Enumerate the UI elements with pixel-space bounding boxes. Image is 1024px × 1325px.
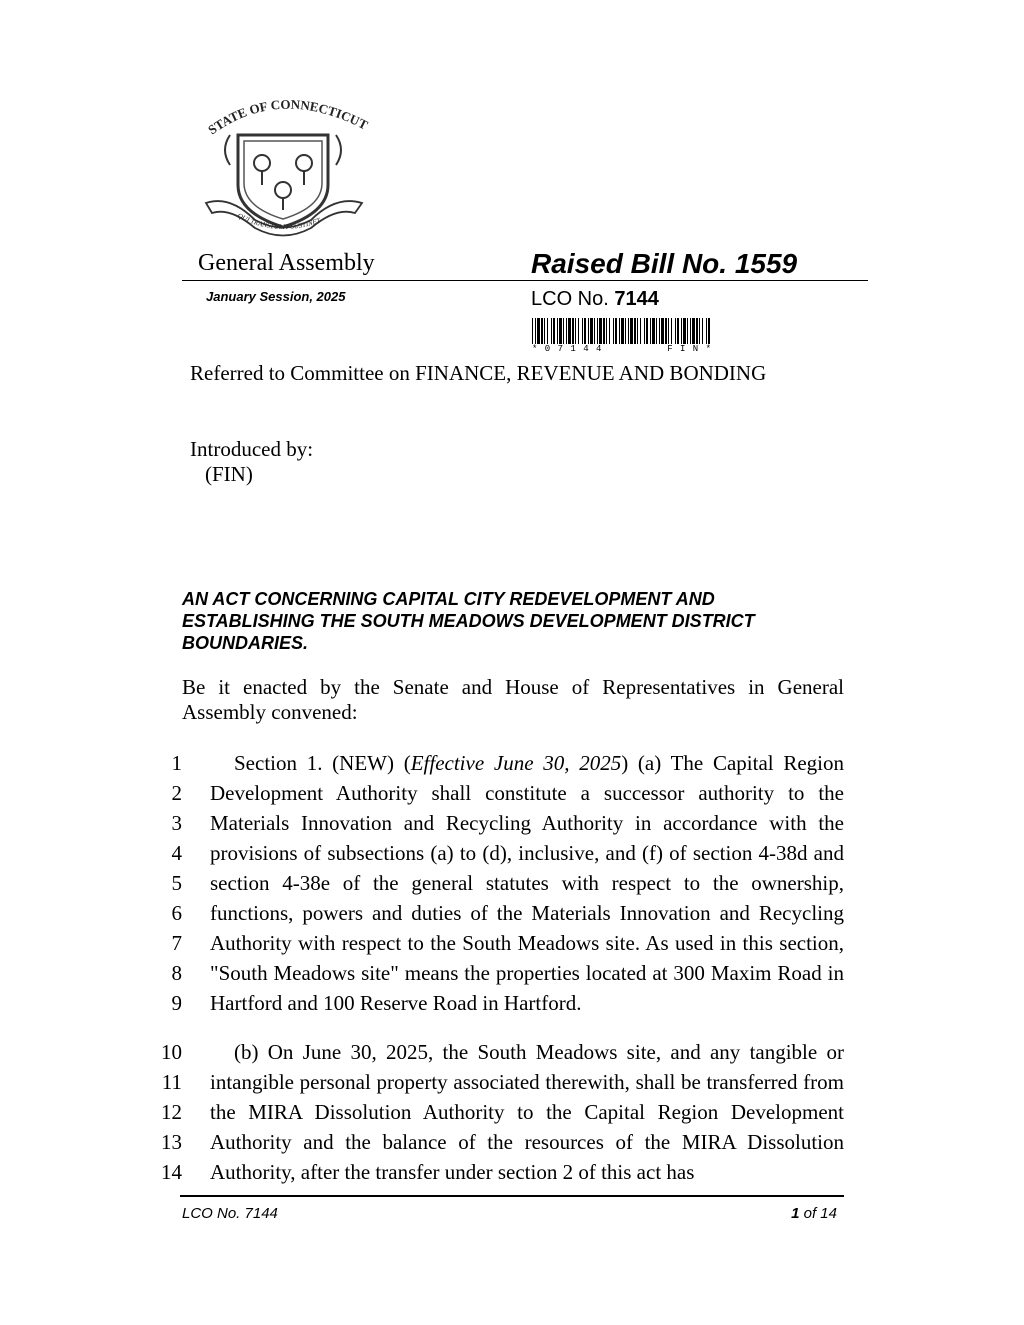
barcode-bar: [588, 318, 589, 344]
barcode: [532, 318, 712, 344]
enacting-clause: Be it enacted by the Senate and House of Representatives in General Assembly convened:: [182, 675, 844, 724]
barcode-bar: [628, 318, 629, 344]
line-number: 6: [171, 901, 182, 925]
barcode-bar: [646, 318, 648, 344]
bill-number: Raised Bill No. 1559: [531, 248, 798, 279]
svg-text:STATE OF CONNECTICUT: [205, 97, 370, 138]
line-number: 12: [161, 1100, 182, 1124]
barcode-bar: [652, 318, 655, 344]
line-number: 14: [161, 1160, 182, 1184]
barcode-bar: [578, 318, 579, 344]
barcode-bar: [630, 318, 633, 344]
barcode-bar: [644, 318, 645, 344]
barcode-bar: [582, 318, 583, 344]
introduced-by: (FIN): [205, 462, 253, 486]
barcode-bar: [702, 318, 703, 344]
section-1-body: ) (a) The Capital Region Development Authority shall constitute a successor authority to the Materials Innovation and Recycling Authority in accordance with the provisions of subsections (a) to (d), inclusive, and (f) of section 4-38d and section 4-38e of the general statutes with respect to the ownership, functions, powers and duties of the Materials Innovation and Recycling Authority with respect to the South Meadows site. As used in this section, "South Meadows site" means the properties located at 300 Maxim Road in Hartford and 100 Reserve Road in Hartford.: [210, 751, 844, 1015]
barcode-left-text: * 0 7 1 4 4: [532, 344, 603, 354]
line-number: 8: [171, 961, 182, 985]
barcode-bar: [559, 318, 562, 344]
barcode-bar: [637, 318, 638, 344]
barcode-bar: [572, 318, 574, 344]
page-total: of 14: [803, 1205, 837, 1222]
section-1-paragraph: [210, 748, 844, 1018]
barcode-bar: [699, 318, 700, 344]
barcode-bar: [640, 318, 641, 344]
barcode-bar: [557, 318, 558, 344]
general-assembly: General Assembly: [198, 250, 375, 276]
line-number: 5: [171, 871, 182, 895]
barcode-bar: [650, 318, 651, 344]
seal-motto: QUI TRANSTULIT SUSTINET: [236, 211, 322, 232]
barcode-bar: [597, 318, 598, 344]
effective-date: Effective June 30, 2025: [410, 751, 622, 775]
barcode-bar: [708, 318, 710, 344]
barcode-bar: [656, 318, 657, 344]
barcode-bar: [621, 318, 624, 344]
barcode-bar: [625, 318, 626, 344]
barcode-bar: [613, 318, 614, 344]
barcode-bar: [553, 318, 555, 344]
lco-number-header: [531, 288, 659, 311]
footer-divider: [180, 1195, 844, 1197]
line-number: 3: [171, 811, 182, 835]
barcode-bar: [661, 318, 664, 344]
barcode-bar: [599, 318, 602, 344]
barcode-bar: [544, 318, 545, 344]
barcode-bar: [665, 318, 667, 344]
barcode-bar: [683, 318, 686, 344]
section-1-lead: Section 1. (NEW) (: [234, 751, 411, 775]
page-number: [700, 1205, 837, 1222]
barcode-bar: [584, 318, 586, 344]
barcode-bar: [687, 318, 688, 344]
barcode-bar: [547, 318, 548, 344]
barcode-bar: [675, 318, 676, 344]
barcode-bar: [594, 318, 595, 344]
line-numbers-subsection-b: [150, 1037, 182, 1187]
barcode-bar: [568, 318, 571, 344]
line-number: 13: [161, 1130, 182, 1154]
barcode-bar: [681, 318, 682, 344]
barcode-bar: [590, 318, 593, 344]
barcode-bar: [532, 318, 533, 344]
line-number: 11: [161, 1070, 182, 1094]
barcode-bar: [615, 318, 617, 344]
subsection-b-body: (b) On June 30, 2025, the South Meadows site, and any tangible or intangible personal property associated therewith, shall be transferred from the MIRA Dissolution Authority to the Capital Region Development Authority and the balance of the resources of the MIRA Dissolution Authority, after the transfer under section 2 of this act has: [210, 1040, 844, 1184]
lco-label: LCO No.: [531, 288, 609, 310]
header-divider: [182, 280, 868, 281]
line-number: 2: [171, 781, 182, 805]
barcode-bar: [671, 318, 672, 344]
barcode-bar: [619, 318, 620, 344]
barcode-bar: [690, 318, 691, 344]
barcode-bar: [634, 318, 636, 344]
seal-text-top: STATE OF CONNECTICUT: [205, 96, 370, 138]
barcode-right-text: F I N *: [667, 344, 712, 354]
referral-text: Referred to Committee on FINANCE, REVENUE AND BONDING: [190, 361, 767, 385]
barcode-bar: [706, 318, 707, 344]
barcode-bar: [537, 318, 540, 344]
barcode-bar: [677, 318, 679, 344]
lco-value: 7144: [614, 288, 659, 310]
introduced-label: Introduced by:: [190, 437, 314, 461]
barcode-bar: [692, 318, 695, 344]
barcode-bar: [609, 318, 610, 344]
current-page: 1: [791, 1205, 800, 1222]
barcode-bar: [659, 318, 660, 344]
line-number: 7: [171, 931, 182, 955]
line-number: 4: [171, 841, 182, 865]
line-number: 10: [161, 1040, 182, 1064]
barcode-bar: [535, 318, 536, 344]
session: January Session, 2025: [206, 289, 346, 304]
act-title: AN ACT CONCERNING CAPITAL CITY REDEVELOPMENT AND ESTABLISHING THE SOUTH MEADOWS DEVELOPMENT DISTRICT BOUNDARIES.: [182, 589, 755, 653]
line-number: 9: [171, 991, 182, 1015]
barcode-bar: [563, 318, 564, 344]
barcode-bar: [566, 318, 567, 344]
barcode-bar: [603, 318, 605, 344]
barcode-bar: [606, 318, 607, 344]
barcode-bar: [551, 318, 552, 344]
line-numbers-section-1: [150, 748, 182, 1018]
subsection-b-paragraph: [210, 1037, 844, 1187]
barcode-text: [532, 344, 712, 354]
barcode-bar: [668, 318, 669, 344]
footer-lco: LCO No. 7144: [182, 1205, 278, 1222]
barcode-bar: [541, 318, 543, 344]
barcode-bar: [696, 318, 698, 344]
state-seal: [200, 95, 370, 245]
line-number: 1: [171, 751, 182, 775]
barcode-bar: [575, 318, 576, 344]
